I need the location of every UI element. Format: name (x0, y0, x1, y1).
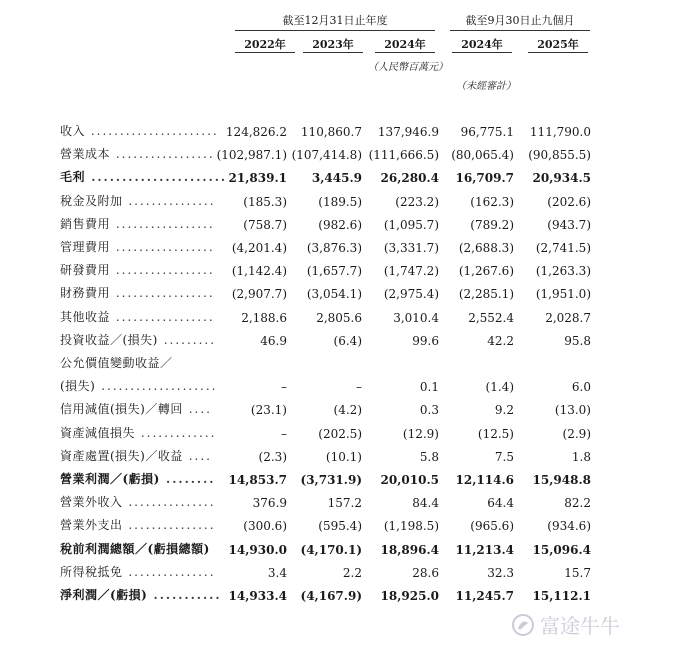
cell-value: – (356, 380, 362, 395)
row-label (60, 192, 216, 209)
cell-value: 111,790.0 (529, 125, 591, 139)
cell-value: (12.5) (477, 426, 514, 441)
table-row (0, 400, 674, 422)
row-label (60, 308, 215, 325)
leader-dots: ......... (157, 332, 217, 347)
cell-value: 12,114.6 (455, 473, 514, 487)
cell-value: 110,860.7 (300, 125, 362, 139)
cell-value: (1.4) (485, 380, 514, 395)
cell-value: 1.8 (571, 449, 591, 464)
cell-value: 2,028.7 (545, 310, 591, 325)
cell-value: 14,933.4 (228, 589, 287, 603)
cell-value: (6.4) (333, 333, 362, 348)
leader-dots: ................. (110, 263, 215, 278)
cell-value: 32.3 (487, 565, 514, 580)
table-row (0, 145, 674, 167)
cell-value: 95.8 (564, 333, 591, 348)
leader-dots: .... (182, 448, 212, 463)
leader-dots: ................. (110, 240, 215, 254)
row-label (60, 354, 173, 371)
cell-value: (202.6) (547, 194, 591, 209)
leader-dots: ................. (110, 286, 215, 301)
cell-value: (10.1) (325, 449, 362, 464)
row-label (60, 470, 215, 487)
year-rule-2024-9m (452, 52, 512, 53)
year-header-2023: 2023年 (312, 38, 354, 51)
row-label-text: 資產減值損失 (60, 425, 136, 440)
cell-value: 96,775.1 (460, 125, 514, 139)
cell-value: – (281, 380, 287, 395)
row-label (60, 331, 216, 348)
cell-value: 3,445.9 (311, 171, 362, 186)
row-label-text: 所得稅抵免 (60, 564, 123, 579)
row-label-text: 信用減值(損失)／轉回 (60, 402, 183, 417)
row-label (60, 447, 212, 464)
year-rule-2022 (235, 52, 295, 53)
cell-value: (3,876.3) (306, 241, 362, 255)
cell-value: (758.7) (243, 217, 287, 232)
table-row (0, 122, 674, 144)
cell-value: 2.2 (342, 565, 362, 580)
cell-value: 20,934.5 (532, 171, 591, 186)
leader-dots: .................... (95, 379, 218, 394)
cell-value: (202.5) (318, 426, 362, 441)
row-label (60, 238, 215, 255)
row-label (60, 424, 216, 441)
table-row (0, 331, 674, 353)
row-label-text: 營業外支出 (60, 518, 123, 533)
row-label (60, 122, 219, 139)
cell-value: 124,826.2 (225, 125, 287, 139)
leader-dots: ............. (135, 425, 217, 440)
cell-value: (2,741.5) (535, 241, 591, 255)
row-label-text: 稅前利潤總額／(虧損總額) (60, 541, 210, 556)
row-label-text: 投資收益／(損失) (60, 332, 158, 347)
cell-value: (965.6) (470, 519, 514, 534)
cell-value: 7.5 (494, 449, 514, 464)
cell-value: 99.6 (412, 333, 439, 348)
cell-value: 18,896.4 (380, 542, 439, 557)
cell-value: (300.6) (243, 519, 287, 534)
cell-value: 15,112.1 (532, 589, 591, 603)
cell-value: 0.1 (419, 380, 439, 395)
table-row (0, 540, 674, 562)
cell-value: 15,948.8 (532, 473, 591, 487)
row-label (60, 261, 215, 278)
row-label-text: (損失) (60, 379, 96, 394)
cell-value: (1,263.3) (535, 264, 591, 279)
leader-dots: .... (182, 402, 212, 417)
cell-value: (943.7) (547, 217, 591, 232)
cell-value: 3,010.4 (393, 310, 439, 325)
row-label (60, 563, 216, 580)
cell-value: 11,245.7 (455, 589, 514, 603)
cell-value: (162.3) (470, 194, 514, 209)
cell-value: 157.2 (327, 496, 362, 511)
row-label (60, 377, 217, 394)
cell-value: 0.3 (419, 403, 439, 418)
table-row (0, 586, 674, 608)
cell-value: 15,096.4 (532, 542, 591, 557)
leader-dots: ...................... (85, 170, 228, 185)
cell-value: (189.5) (318, 194, 362, 209)
leader-dots: ................. (110, 147, 215, 162)
table-row (0, 308, 674, 330)
cell-value: (1,142.4) (231, 264, 287, 279)
row-label-text: 銷售費用 (60, 216, 111, 231)
row-label-text: 營業外收入 (60, 495, 123, 510)
row-label-text: 營業利潤／(虧損) (60, 472, 160, 486)
cell-value: (2.3) (258, 449, 287, 464)
cell-value: 42.2 (487, 333, 514, 348)
row-label-text: 研發費用 (60, 263, 111, 278)
row-label (60, 516, 216, 533)
table-row (0, 516, 674, 538)
year-rule-2025-9m (528, 52, 588, 53)
leader-dots: ........... (147, 588, 222, 602)
cell-value: (102,987.1) (216, 148, 287, 163)
table-row (0, 238, 674, 260)
cell-value: (1,747.2) (383, 264, 439, 279)
cell-value: 26,280.4 (380, 171, 439, 186)
leader-dots: ............... (122, 193, 216, 208)
cell-value: (2,907.7) (231, 287, 287, 302)
cell-value: (2.9) (562, 426, 591, 441)
cell-value: – (281, 426, 287, 441)
row-label (60, 284, 215, 301)
row-label-text: 管理費用 (60, 240, 111, 254)
cell-value: (223.2) (395, 194, 439, 209)
cell-value: (982.6) (318, 217, 362, 232)
row-label (60, 215, 215, 232)
cell-value: (3,731.9) (300, 473, 362, 487)
row-label (60, 586, 222, 603)
row-label-text: 財務費用 (60, 286, 111, 301)
row-label-text: 毛利 (60, 170, 86, 185)
leader-dots: ............... (122, 564, 216, 579)
cell-value: (934.6) (547, 519, 591, 534)
leader-dots: ............... (122, 518, 216, 533)
table-row (0, 354, 674, 376)
cell-value: (3,054.1) (306, 287, 362, 302)
cell-value: (3,331.7) (383, 241, 439, 255)
cell-value: (1,198.5) (383, 519, 439, 534)
table-row (0, 563, 674, 585)
cell-value: (185.3) (243, 194, 287, 209)
cell-value: (789.2) (470, 217, 514, 232)
cell-value: (1,267.6) (458, 264, 514, 279)
leader-dots: ................. (110, 216, 215, 231)
header-nine-months-rule (450, 30, 590, 31)
table-row (0, 284, 674, 306)
cell-value: (2,975.4) (383, 287, 439, 302)
cell-value: 3.4 (267, 565, 287, 580)
cell-value: 5.8 (419, 449, 439, 464)
cell-value: (4,167.9) (300, 589, 362, 603)
cell-value: (4.2) (333, 403, 362, 418)
cell-value: 64.4 (487, 496, 514, 511)
watermark-text: 富途牛牛 (540, 614, 620, 638)
cell-value: 16,709.7 (455, 171, 514, 186)
table-row (0, 168, 674, 190)
cell-value: (1,951.0) (535, 287, 591, 302)
row-label-text: 收入 (60, 124, 86, 138)
table-row (0, 261, 674, 283)
year-header-2025-9m: 2025年 (537, 38, 579, 51)
row-label-text: 公允價值變動收益／ (60, 356, 173, 370)
leader-dots: ........ (159, 472, 216, 486)
leader-dots: ...................... (85, 124, 219, 138)
cell-value: (23.1) (250, 403, 287, 418)
cell-value: (13.0) (554, 403, 591, 418)
cell-value: (1,657.7) (306, 264, 362, 279)
row-label-text: 淨利潤／(虧損) (60, 588, 148, 602)
cell-value: (111,666.5) (368, 148, 439, 163)
cell-value: 15.7 (564, 565, 591, 580)
unaudited-note: （未經審計） (456, 81, 516, 92)
leader-dots: ............... (122, 495, 216, 510)
cell-value: 376.9 (252, 496, 287, 511)
cell-value: (12.9) (402, 426, 439, 441)
header-annual: 截至12月31日止年度 (282, 14, 388, 27)
cell-value: 20,010.5 (380, 473, 439, 487)
table-row (0, 470, 674, 492)
table-row (0, 447, 674, 469)
row-label (60, 168, 227, 185)
row-label-text: 資產處置(損失)／收益 (60, 448, 183, 463)
cell-value: 84.4 (412, 496, 439, 511)
cell-value: 11,213.4 (455, 542, 514, 557)
table-row (0, 215, 674, 237)
row-label (60, 493, 216, 510)
cell-value: (4,201.4) (231, 241, 287, 255)
cell-value: 14,930.0 (228, 542, 287, 557)
table-row (0, 192, 674, 214)
cell-value: (90,855.5) (528, 148, 591, 163)
header-annual-rule (235, 30, 435, 31)
cell-value: (595.4) (318, 519, 362, 534)
year-header-2022: 2022年 (244, 38, 286, 51)
cell-value: (2,688.3) (458, 241, 514, 255)
row-label (60, 145, 215, 162)
row-label-text: 稅金及附加 (60, 193, 123, 208)
cell-value: 28.6 (412, 565, 439, 580)
cell-value: (80,065.4) (451, 148, 514, 163)
row-label (60, 400, 212, 417)
cell-value: (4,170.1) (300, 542, 362, 557)
row-label-text: 營業成本 (60, 147, 111, 162)
row-label-text: 其他收益 (60, 309, 111, 324)
table-row (0, 377, 674, 399)
cell-value: 9.2 (494, 403, 514, 418)
cell-value: 82.2 (564, 496, 591, 511)
row-label (60, 540, 210, 557)
cell-value: 18,925.0 (380, 589, 439, 603)
cell-value: 46.9 (260, 333, 287, 348)
year-header-2024-9m: 2024年 (461, 38, 503, 51)
cell-value: 21,839.1 (228, 171, 287, 186)
cell-value: (2,285.1) (458, 287, 514, 302)
year-rule-2024 (375, 52, 435, 53)
leader-dots: ................. (110, 309, 215, 324)
cell-value: 2,188.6 (241, 310, 287, 325)
header-nine-months: 截至9月30日止九個月 (465, 14, 575, 27)
cell-value: 2,552.4 (468, 310, 514, 325)
cell-value: 6.0 (571, 380, 591, 395)
table-row (0, 424, 674, 446)
cell-value: 137,946.9 (377, 125, 439, 139)
cell-value: 2,805.6 (316, 310, 362, 325)
cell-value: 14,853.7 (228, 473, 287, 487)
cell-value: (107,414.8) (291, 148, 362, 163)
year-rule-2023 (303, 52, 363, 53)
cell-value: (1,095.7) (383, 217, 439, 232)
table-row (0, 493, 674, 515)
unit-note: （人民幣百萬元） (368, 62, 448, 73)
year-header-2024: 2024年 (384, 38, 426, 51)
futu-logo-icon (512, 614, 534, 636)
